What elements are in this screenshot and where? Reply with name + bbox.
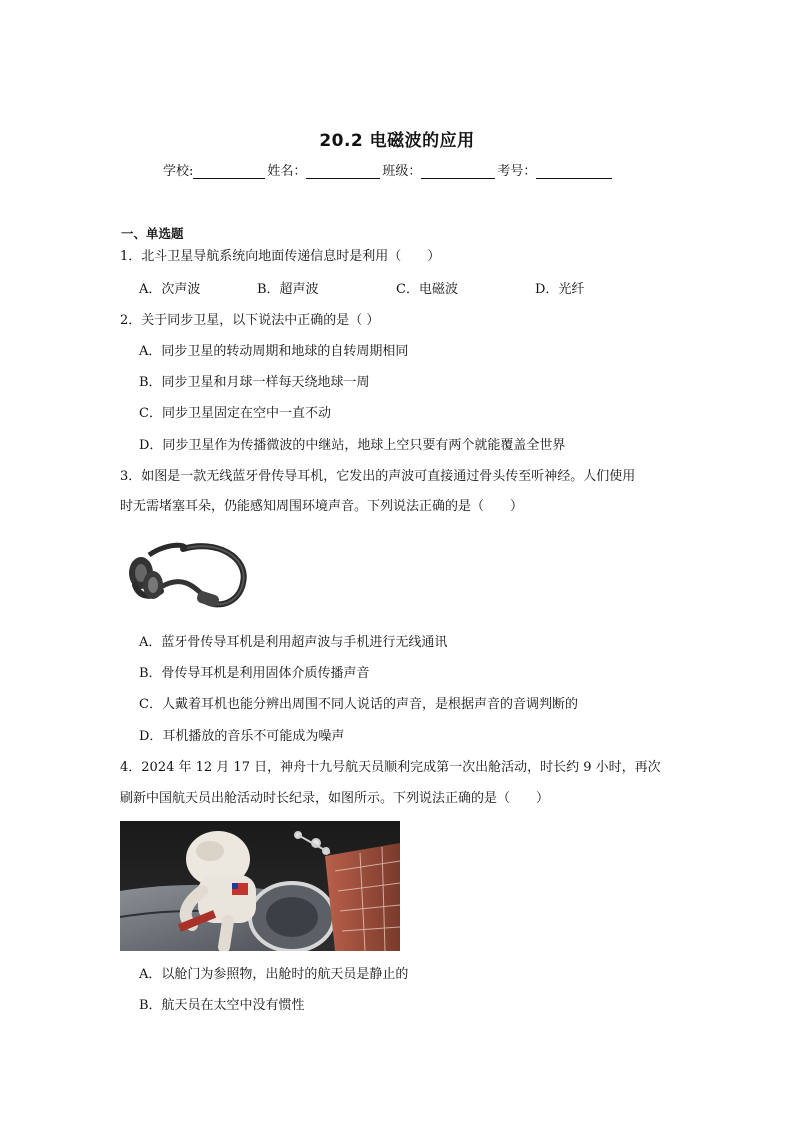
q3-option-b: B．骨传导耳机是利用固体介质传播声音 <box>139 666 370 681</box>
number-blank <box>536 163 612 179</box>
page-title: 20.2 电磁波的应用 <box>319 131 475 151</box>
question-4-stem-line1: 4．2024 年 12 月 17 日，神舟十九号航天员顺利完成第一次出舱活动，时长约 9 小时，再次 <box>120 760 661 775</box>
q2-option-c: C．同步卫星固定在空中一直不动 <box>139 406 331 421</box>
q1-option-d: D．光纤 <box>535 282 585 297</box>
q4-option-a: A．以舱门为参照物，出舱时的航天员是静止的 <box>139 967 409 982</box>
name-label: 姓名： <box>267 164 307 179</box>
headphones-image <box>121 535 251 615</box>
q2-option-b: B．同步卫星和月球一样每天绕地球一周 <box>139 375 370 390</box>
name-blank <box>306 163 380 179</box>
q3-option-a: A．蓝牙骨传导耳机是利用超声波与手机进行无线通讯 <box>139 635 448 650</box>
school-blank <box>193 163 265 179</box>
school-label: 学校: <box>163 164 194 179</box>
class-blank <box>421 163 495 179</box>
section-title: 一、单选题 <box>121 226 184 241</box>
student-info-line <box>163 160 614 179</box>
astronaut-photo <box>120 821 400 951</box>
q2-option-a: A．同步卫星的转动周期和地球的自转周期相同 <box>139 344 409 359</box>
question-3-stem-line1: 3．如图是一款无线蓝牙骨传导耳机，它发出的声波可直接通过骨头传至听神经。人们使用 <box>120 469 636 484</box>
q4-option-b: B．航天员在太空中没有惯性 <box>139 998 305 1013</box>
number-label: 考号： <box>497 164 537 179</box>
q1-option-a: A．次声波 <box>139 282 201 297</box>
question-4-stem-line2: 刷新中国航天员出舱活动时长纪录，如图所示。下列说法正确的是（ ） <box>120 791 550 806</box>
q3-option-c: C．人戴着耳机也能分辨出周围不同人说话的声音，是根据声音的音调判断的 <box>139 697 578 712</box>
q2-option-d: D．同步卫星作为传播微波的中继站，地球上空只要有两个就能覆盖全世界 <box>139 438 566 453</box>
question-1-stem: 1．北斗卫星导航系统向地面传递信息时是利用（ ） <box>120 249 441 264</box>
q3-option-d: D．耳机播放的音乐不可能成为噪声 <box>139 729 345 744</box>
class-label: 班级： <box>382 164 422 179</box>
question-3-stem-line2: 时无需堵塞耳朵，仍能感知周围环境声音。下列说法正确的是（ ） <box>120 499 524 514</box>
q1-option-b: B．超声波 <box>257 282 319 297</box>
question-2-stem: 2．关于同步卫星，以下说法中正确的是（ ） <box>120 313 380 328</box>
q1-option-c: C．电磁波 <box>396 282 458 297</box>
